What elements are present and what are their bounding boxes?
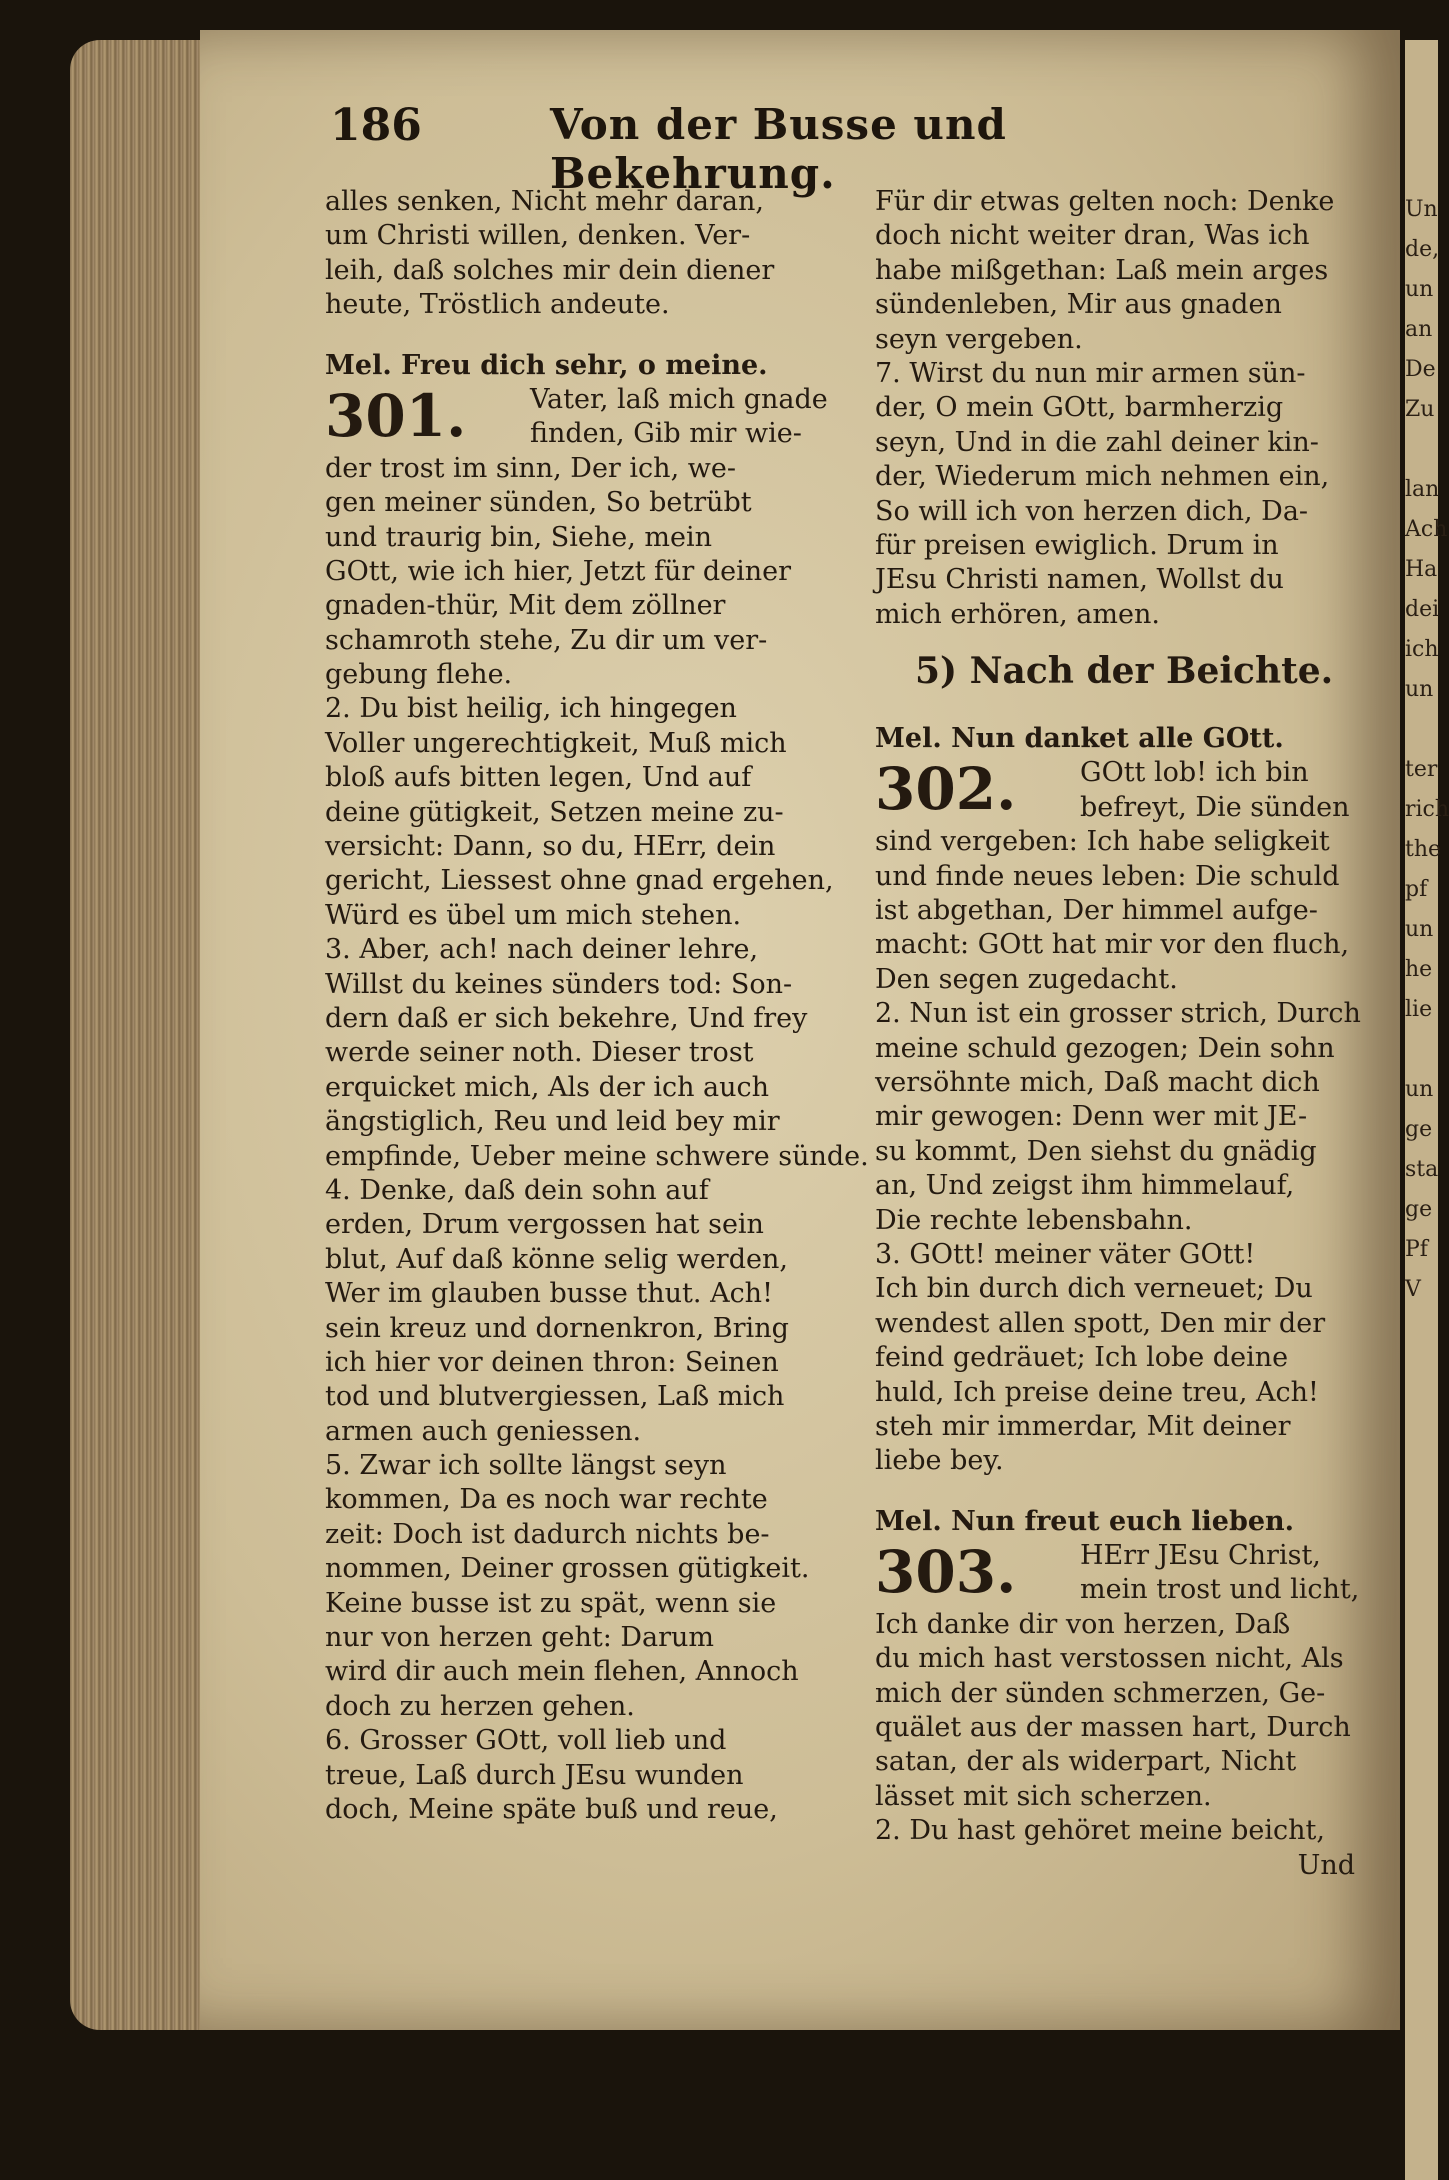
left-column bbox=[325, 185, 869, 1827]
text-line: gericht, Liessest ohne gnad ergehen, bbox=[325, 865, 834, 897]
text-line: Den segen zugedacht. bbox=[875, 963, 1178, 995]
adjacent-page-fragment bbox=[1405, 40, 1449, 2180]
adjacent-text-fragment: un bbox=[1405, 917, 1434, 942]
section-heading: 5) Nach der Beichte. bbox=[915, 650, 1334, 693]
hymn-number: 302. bbox=[875, 755, 1017, 824]
page-number: 186 bbox=[330, 100, 422, 151]
text-line: bloß aufs bitten legen, Und auf bbox=[325, 762, 752, 794]
hymn-opening bbox=[325, 383, 845, 452]
text-line: Vater, laß mich gnade bbox=[530, 383, 828, 415]
adjacent-text-fragment: dei bbox=[1405, 597, 1440, 622]
text-line: gen meiner sünden, So betrübt bbox=[325, 487, 752, 519]
text-line: gnaden-thür, Mit dem zöllner bbox=[325, 590, 726, 622]
text-line: 7. Wirst du nun mir armen sün- bbox=[875, 357, 1306, 389]
adjacent-text-fragment: lie bbox=[1405, 997, 1433, 1022]
adjacent-text-fragment: un bbox=[1405, 677, 1434, 702]
adjacent-text-fragment: he bbox=[1405, 957, 1433, 982]
text-line: der, O mein GOtt, barmherzig bbox=[875, 392, 1284, 424]
text-line: doch, Meine späte buß und reue, bbox=[325, 1793, 778, 1825]
text-line: treue, Laß durch JEsu wunden bbox=[325, 1759, 744, 1791]
text-line: nur von herzen geht: Darum bbox=[325, 1622, 715, 1654]
text-line: alles senken, Nicht mehr daran, bbox=[325, 186, 764, 217]
text-line: meine schuld gezogen; Dein sohn bbox=[875, 1032, 1335, 1064]
text-line: Würd es übel um mich stehen. bbox=[325, 899, 742, 931]
page-header bbox=[330, 100, 1170, 198]
adjacent-text-fragment: Un bbox=[1405, 197, 1438, 222]
text-line: an, Und zeigst ihm himmelauf, bbox=[875, 1170, 1295, 1202]
hymn-number: 301. bbox=[325, 381, 467, 450]
text-line: wendest allen spott, Den mir der bbox=[875, 1307, 1326, 1339]
text-line: heute, Tröstlich andeute. bbox=[325, 289, 670, 321]
text-line: wird dir auch mein flehen, Annoch bbox=[325, 1656, 799, 1688]
text-line: Die rechte lebensbahn. bbox=[875, 1204, 1193, 1236]
adjacent-text-fragment: ge bbox=[1405, 1197, 1433, 1222]
text-line: seyn vergeben. bbox=[875, 323, 1083, 355]
text-line: doch zu herzen gehen. bbox=[325, 1690, 635, 1722]
hymn-opening bbox=[875, 756, 1375, 825]
hymn-opening bbox=[875, 1539, 1375, 1608]
text-line: JEsu Christi namen, Wollst du bbox=[875, 564, 1284, 596]
text-line: um Christi willen, denken. Ver- bbox=[325, 220, 751, 252]
text-line: quälet aus der massen hart, Durch bbox=[875, 1712, 1351, 1744]
text-line: feind gedräuet; Ich lobe deine bbox=[875, 1342, 1289, 1374]
text-line: sein kreuz und dornenkron, Bring bbox=[325, 1312, 789, 1344]
text-line: sündenleben, Mir aus gnaden bbox=[875, 289, 1282, 321]
text-line: mein trost und licht, bbox=[1080, 1574, 1360, 1606]
text-line: ist abgethan, Der himmel aufge- bbox=[875, 895, 1318, 927]
text-line: 3. GOtt! meiner väter GOtt! bbox=[875, 1238, 1256, 1270]
text-line: HErr JEsu Christ, bbox=[1080, 1540, 1321, 1572]
text-line: finden, Gib mir wie- bbox=[530, 418, 802, 450]
text-line: 3. Aber, ach! nach deiner lehre, bbox=[325, 934, 759, 966]
text-line: werde seiner noth. Dieser trost bbox=[325, 1037, 754, 1069]
text-line: ich hier vor deinen thron: Seinen bbox=[325, 1346, 779, 1378]
adjacent-text-fragment: lan bbox=[1405, 477, 1440, 502]
melody-line: Mel. Freu dich sehr, o meine. bbox=[325, 349, 768, 381]
running-title: Von der Busse und Bekehrung. bbox=[550, 100, 1007, 198]
text-line: dern daß er sich bekehre, Und frey bbox=[325, 1002, 808, 1034]
text-line: gebung flehe. bbox=[325, 659, 513, 691]
text-line: empfinde, Ueber meine schwere sünde. bbox=[325, 1140, 869, 1172]
right-column bbox=[875, 185, 1375, 1883]
text-line: Wer im glauben busse thut. Ach! bbox=[325, 1278, 773, 1310]
text-line: erquicket mich, Als der ich auch bbox=[325, 1071, 770, 1103]
text-line: versöhnte mich, Daß macht dich bbox=[875, 1066, 1320, 1098]
adjacent-text-fragment: de, bbox=[1405, 237, 1440, 262]
adjacent-text-fragment: Ach bbox=[1405, 517, 1448, 542]
text-line: deine gütigkeit, Setzen meine zu- bbox=[325, 796, 784, 828]
text-line: GOtt lob! ich bin bbox=[1080, 757, 1309, 789]
text-line: huld, Ich preise deine treu, Ach! bbox=[875, 1376, 1319, 1408]
text-line: doch nicht weiter dran, Was ich bbox=[875, 220, 1310, 252]
adjacent-text-fragment: De bbox=[1405, 357, 1436, 382]
text-line: 4. Denke, daß dein sohn auf bbox=[325, 1174, 709, 1206]
text-line: Willst du keines sünders tod: Son- bbox=[325, 968, 793, 1000]
text-line: erden, Drum vergossen hat sein bbox=[325, 1209, 764, 1241]
text-line: der, Wiederum mich nehmen ein, bbox=[875, 461, 1330, 493]
adjacent-text-fragment: sta bbox=[1405, 1157, 1439, 1182]
text-line: Ich danke dir von herzen, Daß bbox=[875, 1608, 1291, 1640]
text-line: befreyt, Die sünden bbox=[1080, 791, 1350, 823]
adjacent-text-fragment: ter bbox=[1405, 757, 1438, 782]
text-line: 2. Nun ist ein grosser strich, Durch bbox=[875, 998, 1361, 1030]
adjacent-text-fragment: Pf bbox=[1405, 1237, 1428, 1262]
melody-line: Mel. Nun danket alle GOtt. bbox=[875, 723, 1284, 755]
text-line: leih, daß solches mir dein diener bbox=[325, 254, 775, 286]
text-line: mich der sünden schmerzen, Ge- bbox=[875, 1677, 1326, 1709]
text-line: mich erhören, amen. bbox=[875, 598, 1160, 630]
adjacent-text-fragment: ich bbox=[1405, 637, 1439, 662]
adjacent-text-fragment: pf bbox=[1405, 877, 1428, 902]
text-line: und finde neues leben: Die schuld bbox=[875, 860, 1340, 892]
adjacent-text-fragment bbox=[1405, 710, 1438, 750]
text-line: 2. Du hast gehöret meine beicht, bbox=[875, 1815, 1325, 1847]
text-line: Voller ungerechtigkeit, Muß mich bbox=[325, 727, 787, 759]
text-line: Ich bin durch dich verneuet; Du bbox=[875, 1273, 1313, 1305]
text-line: Für dir etwas gelten noch: Denke bbox=[875, 186, 1335, 217]
text-line: GOtt, wie ich hier, Jetzt für deiner bbox=[325, 555, 792, 587]
adjacent-text-fragment: Zu bbox=[1405, 397, 1435, 422]
text-line: kommen, Da es noch war rechte bbox=[325, 1484, 768, 1516]
text-line: Keine busse ist zu spät, wenn sie bbox=[325, 1587, 777, 1619]
text-line: und traurig bin, Siehe, mein bbox=[325, 521, 713, 553]
text-line: lässet mit sich scherzen. bbox=[875, 1780, 1212, 1812]
text-line: habe mißgethan: Laß mein arges bbox=[875, 254, 1329, 286]
text-line: blut, Auf daß könne selig werden, bbox=[325, 1243, 788, 1275]
adjacent-text-fragment: V bbox=[1405, 1277, 1421, 1302]
text-line: für preisen ewiglich. Drum in bbox=[875, 529, 1279, 561]
text-line: sind vergeben: Ich habe seligkeit bbox=[875, 826, 1330, 858]
text-line: steh mir immerdar, Mit deiner bbox=[875, 1410, 1291, 1442]
text-line: seyn, Und in die zahl deiner kin- bbox=[875, 426, 1319, 458]
text-line: ängstiglich, Reu und leid bey mir bbox=[325, 1106, 780, 1138]
catchword: Und bbox=[1297, 1849, 1355, 1881]
adjacent-text-fragment: un bbox=[1405, 1077, 1434, 1102]
adjacent-text-fragment: Ha bbox=[1405, 557, 1438, 582]
adjacent-text-fragment: the bbox=[1405, 837, 1442, 862]
hymn-number: 303. bbox=[875, 1538, 1017, 1607]
text-line: macht: GOtt hat mir vor den fluch, bbox=[875, 929, 1350, 961]
text-line: versicht: Dann, so du, HErr, dein bbox=[325, 831, 776, 863]
book-page-edges bbox=[70, 40, 200, 2030]
melody-line: Mel. Nun freut euch lieben. bbox=[875, 1505, 1295, 1537]
text-line: su kommt, Den siehst du gnädig bbox=[875, 1135, 1317, 1167]
text-line: du mich hast verstossen nicht, Als bbox=[875, 1643, 1344, 1675]
text-line: So will ich von herzen dich, Da- bbox=[875, 495, 1309, 527]
text-line: 2. Du bist heilig, ich hingegen bbox=[325, 693, 737, 725]
adjacent-text-fragment bbox=[1405, 430, 1438, 470]
adjacent-text-fragment: rich bbox=[1405, 797, 1449, 822]
text-line: satan, der als widerpart, Nicht bbox=[875, 1746, 1297, 1778]
adjacent-text-fragment: un bbox=[1405, 277, 1434, 302]
text-line: nommen, Deiner grossen gütigkeit. bbox=[325, 1553, 810, 1585]
text-line: 6. Grosser GOtt, voll lieb und bbox=[325, 1725, 727, 1757]
text-line: tod und blutvergiessen, Laß mich bbox=[325, 1381, 785, 1413]
adjacent-text-fragment: an bbox=[1405, 317, 1433, 342]
text-line: mir gewogen: Denn wer mit JE- bbox=[875, 1101, 1308, 1133]
text-line: 5. Zwar ich sollte längst seyn bbox=[325, 1450, 727, 1482]
adjacent-text-fragment bbox=[1405, 1030, 1438, 1070]
text-line: zeit: Doch ist dadurch nichts be- bbox=[325, 1518, 770, 1550]
text-line: armen auch geniessen. bbox=[325, 1415, 642, 1447]
text-line: liebe bey. bbox=[875, 1445, 1004, 1477]
adjacent-text-fragment: ge bbox=[1405, 1117, 1433, 1142]
text-line: schamroth stehe, Zu dir um ver- bbox=[325, 624, 768, 656]
text-line: der trost im sinn, Der ich, we- bbox=[325, 452, 736, 484]
